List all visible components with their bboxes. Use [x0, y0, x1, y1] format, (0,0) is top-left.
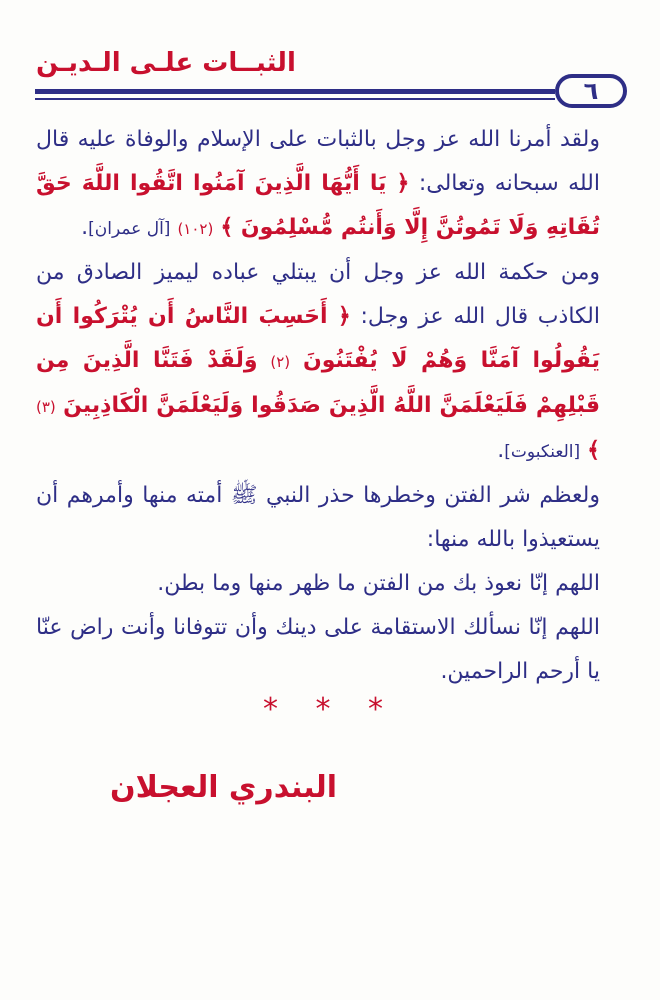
paragraph-2 — [36, 251, 624, 474]
running-header-title: الثبــات علـى الـديـن — [36, 48, 296, 78]
paragraph-2-intro: ومن حكمة الله عز وجل أن يبتلي عباده ليميز الصادق من الكاذب قال الله عز وجل: — [36, 260, 600, 329]
paragraph-1-intro: ولقد أمرنا الله عز وجل بالثبات على الإسلام والوفاة عليه قال الله سبحانه وتعالى: — [36, 127, 601, 196]
header-rule-thin — [35, 98, 555, 100]
period: . — [81, 215, 89, 240]
header-rule-thick — [35, 89, 555, 94]
quran-verse-1: ﴿ يَا أَيُّهَا الَّذِينَ آمَنُوا اتَّقُوا اللَّهَ حَقَّ تُقَاتِهِ وَلَا تَمُوتُنَّ إِلَّا وَأَنتُم مُّسْلِمُونَ ﴾ — [36, 171, 600, 240]
period: . — [497, 438, 505, 463]
surah-citation-al-ankabut: [العنكبوت] — [504, 442, 581, 462]
body-text — [36, 118, 624, 694]
paragraph-4-dua: اللهم إنّا نعوذ بك من الفتن ما ظهر منها وما بطن. — [157, 571, 600, 596]
paragraph-5-dua: اللهم إنّا نسألك الاستقامة على دينك وأن تتوفانا وأنت راض عنّا يا أرحم الراحمين. — [36, 615, 600, 684]
quran-verse-2b: وَلَقَدْ فَتَنَّا الَّذِينَ مِن قَبْلِهِمْ فَلَيَعْلَمَنَّ اللَّهُ الَّذِينَ صَدَقُوا وَلَيَعْلَمَنَّ الْكَاذِبِينَ — [36, 348, 601, 418]
page-number: ٦ — [555, 74, 627, 108]
paragraph-3: ولعظم شر الفتن وخطرها حذر النبي ﷺ أمته منها وأمرهم أن يستعيذوا بالله منها: — [36, 483, 600, 552]
ayah-number-102: (١٠٢) — [177, 220, 214, 238]
ayah-number-2: (٢) — [270, 353, 291, 371]
paragraph-1 — [36, 118, 624, 251]
author-name: البندري العجلان — [110, 770, 338, 805]
surah-citation-al-imran: [آل عمران] — [88, 219, 171, 239]
ayah-number-3: (٣) — [36, 398, 56, 416]
section-separator-stars: * * * — [262, 692, 398, 727]
quran-verse-2a: ﴿ أَحَسِبَ النَّاسُ أَن يُتْرَكُوا أَن يَقُولُوا آمَنَّا وَهُمْ لَا يُفْتَنُونَ — [36, 304, 600, 373]
quran-close-bracket: ﴾ — [587, 438, 600, 463]
